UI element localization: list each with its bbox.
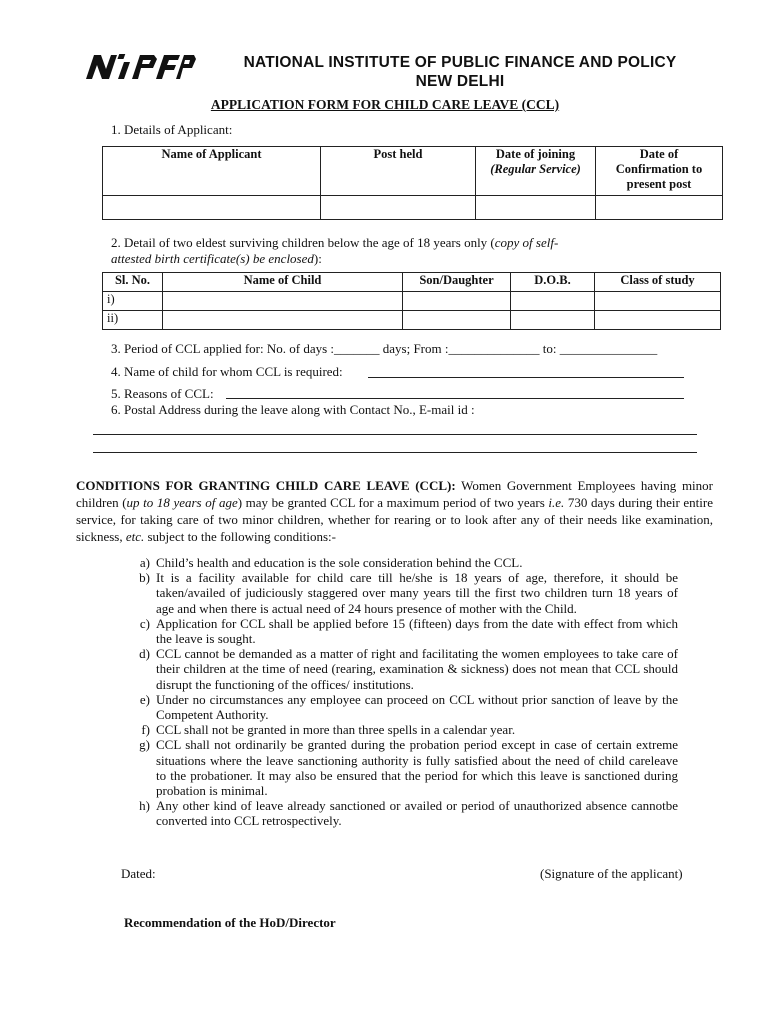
column-header-class-of-study: Class of study (595, 273, 721, 292)
reasons-label: 5. Reasons of CCL: (111, 386, 214, 401)
child-2-gender-cell[interactable] (403, 311, 511, 330)
postal-address-label: 6. Postal Address during the leave along with Contact No., E-mail id : (111, 402, 475, 417)
condition-item: h) Any other kind of leave already sanctioned or availed or period of unauthorized absence cannotbe converted into CCL retrospectively. (139, 798, 678, 829)
dated-label[interactable]: Dated: (121, 866, 156, 881)
row-serial-ii: ii) (103, 311, 163, 330)
row-serial-i: i) (103, 292, 163, 311)
recommendation-heading: Recommendation of the HoD/Director (124, 915, 336, 930)
organization-city: NEW DELHI (415, 73, 505, 90)
date-of-joining-cell[interactable] (476, 196, 596, 220)
column-header-dob: D.O.B. (511, 273, 595, 292)
signature-label[interactable]: (Signature of the applicant) (540, 866, 683, 881)
address-line-2[interactable] (93, 452, 697, 453)
column-header-date-of-joining: Date of joining (Regular Service) (476, 147, 596, 196)
child-1-name-cell[interactable] (163, 292, 403, 311)
column-header-name-of-applicant: Name of Applicant (103, 147, 321, 196)
column-header-son-daughter: Son/Daughter (403, 273, 511, 292)
ccl-period-field[interactable]: 3. Period of CCL applied for: No. of days :_______ days; From :______________ to: _______________ (111, 341, 658, 356)
condition-item: e) Under no circumstances any employee can proceed on CCL without prior sanction of leave by the Competent Authority. (139, 691, 678, 723)
address-line-1[interactable] (93, 434, 697, 435)
child-1-class-cell[interactable] (595, 292, 721, 311)
condition-item: f) CCL shall not be granted in more than three spells in a calendar year. (141, 722, 516, 738)
applicant-details-table (102, 146, 723, 220)
child-2-name-cell[interactable] (163, 311, 403, 330)
column-header-post-held: Post held (321, 147, 476, 196)
child-2-class-cell[interactable] (595, 311, 721, 330)
section-2-heading: 2. Detail of two eldest surviving children below the age of 18 years only (copy of self- attested birth certificate(s) be enclosed): (111, 235, 559, 266)
child-name-label: 4. Name of child for whom CCL is required: (111, 364, 343, 379)
section-1-heading: 1. Details of Applicant: (111, 122, 233, 137)
child-1-dob-cell[interactable] (511, 292, 595, 311)
reasons-line[interactable] (226, 398, 684, 399)
conditions-paragraph: CONDITIONS FOR GRANTING CHILD CARE LEAVE (CCL): Women Government Employees having minor children (up to 18 years of age) may be granted CCL for a maximum period of two years i.e. 730 days during their entire service, for taking care of two minor children, whether for rearing or to look after any of their needs like examination, sickness, etc. subject to the following conditions:- (76, 478, 713, 544)
form-title: APPLICATION FORM FOR CHILD CARE LEAVE (CCL) (210, 97, 560, 112)
condition-item: a) Child’s health and education is the sole consideration behind the CCL. (139, 555, 523, 570)
conditions-title: CONDITIONS FOR GRANTING CHILD CARE LEAVE (CCL): (76, 478, 456, 493)
applicant-name-cell[interactable] (103, 196, 321, 220)
column-header-name-of-child: Name of Child (163, 273, 403, 292)
organization-name: NATIONAL INSTITUTE OF PUBLIC FINANCE AND POLICY (243, 54, 677, 71)
column-header-date-of-confirmation: Date of Confirmation to present post (596, 147, 723, 196)
condition-item: d) CCL cannot be demanded as a matter of right and facilitating the women employees to take care of their children at the time of need (rearing, examination & sickness) does not mean that CCL should disrupt the functioning of the offices/ institutions. (139, 646, 678, 692)
condition-item: c) Application for CCL shall be applied before 15 (fifteen) days from the date with effect from which the leave is sought. (139, 615, 678, 647)
column-header-sl-no: Sl. No. (103, 273, 163, 292)
child-name-line[interactable] (368, 377, 684, 378)
date-of-confirmation-cell[interactable] (596, 196, 723, 220)
child-1-gender-cell[interactable] (403, 292, 511, 311)
post-held-cell[interactable] (321, 196, 476, 220)
children-table (102, 272, 721, 330)
child-2-dob-cell[interactable] (511, 311, 595, 330)
condition-item: g) CCL shall not ordinarily be granted during the probation period except in case of certain extreme situations where the leave sanctioning authority is fully satisfied about the need of child careleave to the probationer. It may also be ensured that the period for which this leave is sanctioned during probation is minimal. (139, 737, 678, 799)
conditions-list (118, 555, 678, 829)
condition-item: b) It is a facility available for child care till he/she is 18 years of age, therefore, it should be taken/availed of judiciously staggered over many years till the first two children turn 18 years of age and when there is actual need of 24 hours presence of mother with the Child. (139, 570, 678, 616)
